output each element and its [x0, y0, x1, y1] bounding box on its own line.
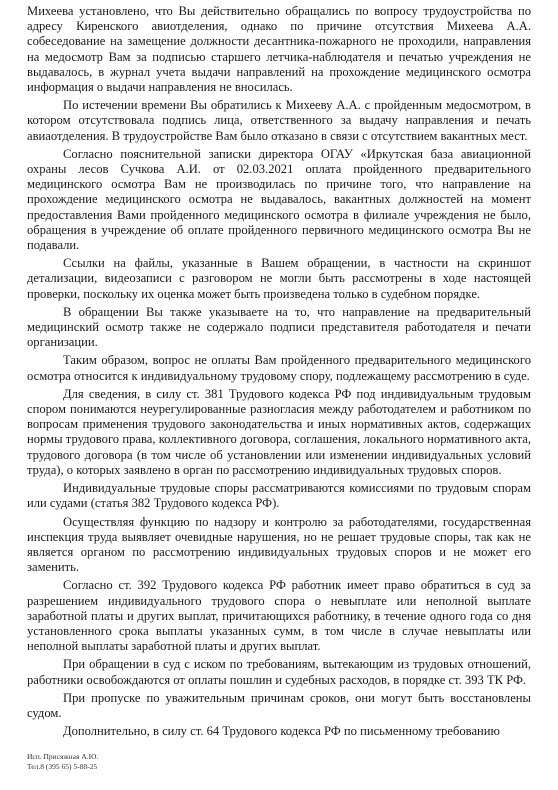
paragraph-8: Индивидуальные трудовые споры рассматриваются комиссиями по трудовым спорам или судами (статья 382 Трудового кодекса РФ).: [27, 481, 531, 511]
document-footer: [27, 752, 98, 772]
paragraph-12: При пропуске по уважительным причинам сроков, они могут быть восстановлены судом.: [27, 690, 531, 720]
document-body: [27, 4, 531, 742]
paragraph-13: Дополнительно, в силу ст. 64 Трудового кодекса РФ по письменному требованию: [63, 724, 500, 739]
paragraph-9: Осуществляя функцию по надзору и контролю за работодателями, государственная инспекция труда выявляет очевидные нарушения, но не решает трудовые споры, так как не является органом по рассмотрению индивидуальных трудовых споров и не может его заменить.: [27, 514, 531, 575]
executor-line: Исп. Присяжная А.Ю.: [27, 752, 99, 761]
paragraph-5: В обращении Вы также указываете на то, что направление на предварительный медицинский осмотр также не содержало подписи представителя работодателя и печати организации.: [27, 304, 531, 350]
paragraph-1: Михеева установлено, что Вы действительно обращались по вопросу трудоустройства по адресу Киренского авиотделения, однако по причине отсутствия Михеева А.А. собеседование на замещение должности десантника-пожарного не проходили, направления на медосмотр Вам за подписью старшего летчика-наблюдателя и печатью учреждения не выдавалось, в журнал учета выдачи направлений на прохождение медицинского осмотра информация о выдачи направления не вносилась.: [27, 4, 531, 95]
paragraph-4: Ссылки на файлы, указанные в Вашем обращении, в частности на скриншот детализации, видеозаписи с разговором не могли быть рассмотрены в ходе настоящей проверки, поскольку их оценка может быть произведена только в судебном порядке.: [27, 256, 531, 301]
paragraph-3: Согласно пояснительной записки директора ОГАУ «Иркутская база авиационной охраны лесов Сучкова А.И. от 02.03.2021 оплата пройденного предварительного медицинского осмотра Вам не производилась по причине того, что направление на прохождение медицинского осмотра не выдавалось, вакантных должностей на момент предоставления Вами пройденного медицинского осмотра в филиале учреждения не было, обращения в учреждение об оплате пройденного первичного медицинского осмотра Вы не подавали.: [27, 146, 531, 253]
paragraph-10: Согласно ст. 392 Трудового кодекса РФ работник имеет право обратиться в суд за разрешением индивидуального трудового спора о невыплате или неполной выплате заработной платы и других выплат, причитающихся работнику, в течение одного года со дня установленного срока выплаты указанных сумм, в том числе в случае невыплаты или неполной выплаты заработной платы и других выплат.: [27, 578, 531, 654]
paragraph-2: По истечении времени Вы обратились к Михееву А.А. с пройденным медосмотром, в котором отсутствовала подпись лица, ответственного за выдачу направления и печать авиаотделения. В трудоустройстве Вам было отказано в связи с отсутствием вакантных мест.: [27, 98, 531, 143]
paragraph-11: При обращении в суд с иском по требованиям, вытекающим из трудовых отношений, работники освобождаются от оплаты пошлин и судебных расходов, в порядке ст. 393 ТК РФ.: [27, 657, 531, 687]
paragraph-6: Таким образом, вопрос не оплаты Вам пройденного предварительного медицинского осмотра относится к индивидуальному трудовому спору, подлежащему рассмотрению в суде.: [27, 353, 531, 383]
paragraph-7: Для сведения, в силу ст. 381 Трудового кодекса РФ под индивидуальным трудовым спором понимаются неурегулированные разногласия между работодателем и работником по вопросам применения трудового законодательства и иных нормативных актов, содержащих нормы трудового права, коллективного договора, соглашения, локального нормативного акта, трудового договора (в том числе об установлении или изменении индивидуальных условий труда), о которых заявлено в орган по рассмотрению индивидуальных трудовых споров.: [27, 386, 531, 477]
phone-line: Тел.8 (395 65) 5-88-25: [27, 762, 98, 771]
